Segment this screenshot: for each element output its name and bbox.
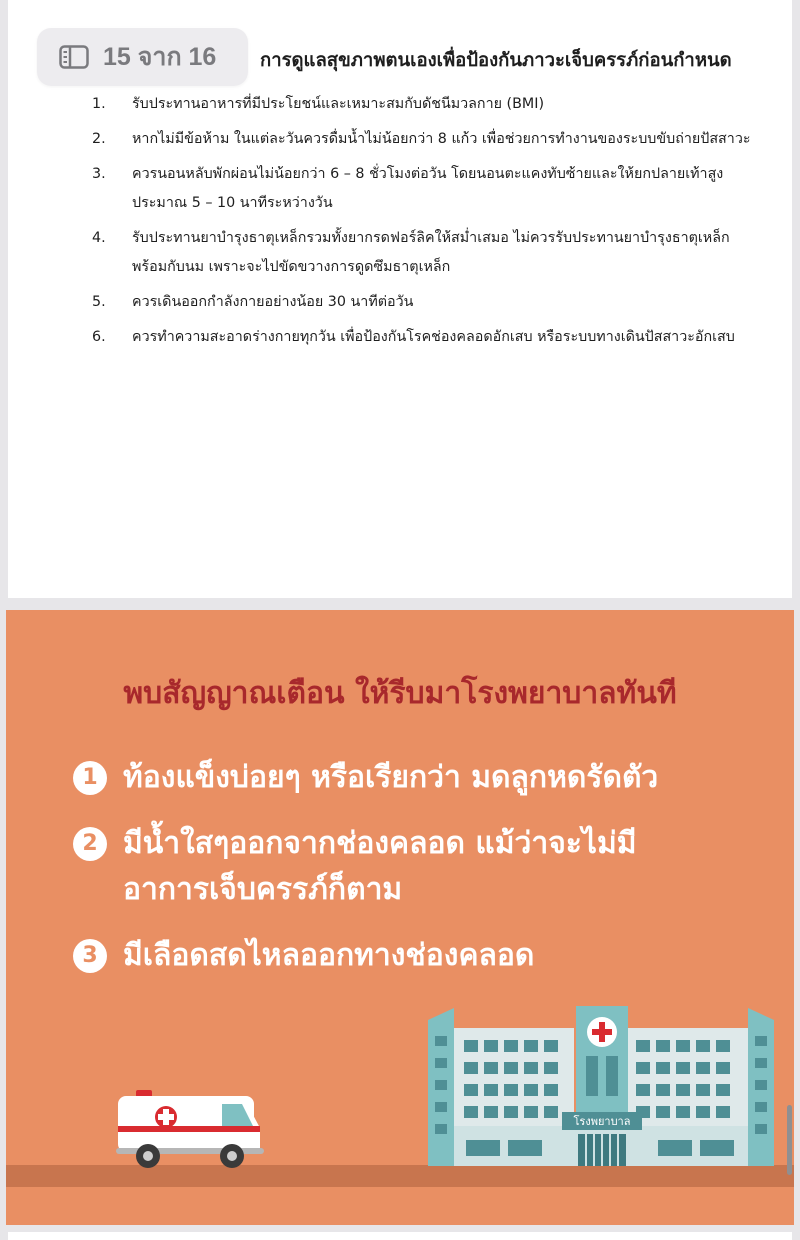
tips-list [92,90,752,358]
list-number: 1. [92,96,106,112]
list-number: 4. [92,230,106,246]
list-number: 6. [92,329,106,345]
warning-text: มีเลือดสดไหลออกทางช่องคลอด [123,938,535,973]
document-page-15 [8,0,792,598]
list-item [92,160,752,218]
list-text: หากไม่มีข้อห้าม ในแต่ละวันควรดื่มน้ำไม่น้อยกว่า 8 แก้ว เพื่อช่วยการทำงานของระบบขับถ่ายปัสสาวะ [132,131,751,147]
list-number: 3. [92,166,106,182]
list-item [92,288,752,317]
hospital-illustration [426,1006,776,1170]
scrollbar-thumb[interactable] [787,1105,792,1175]
list-number: 2. [92,131,106,147]
next-page-edge [8,1232,792,1240]
warning-text: มีน้ำใสๆออกจากช่องคลอด แม้ว่าจะไม่มีอาการเจ็บครรภ์ก็ตาม [123,826,637,907]
number-badge: 1 [73,761,107,795]
ambulance-illustration [114,1088,266,1176]
list-text: รับประทานยาบำรุงธาตุเหล็กรวมทั้งยากรดฟอร์ลิคให้สม่ำเสมอ ไม่ควรรับประทานยาบำรุงธาตุเหล็กพร้อมกับนม เพราะจะไปขัดขวางการดูดซึมธาตุเหล็ก [132,230,730,275]
list-text: ควรทำความสะอาดร่างกายทุกวัน เพื่อป้องกันโรคช่องคลอดอักเสบ หรือระบบทางเดินปัสสาวะอักเสบ [132,329,735,345]
number-badge: 3 [73,939,107,973]
page-title: การดูแลสุขภาพตนเองเพื่อป้องกันภาวะเจ็บครรภ์ก่อนกำหนด [260,50,732,71]
hospital-sign: โรงพยาบาล [573,1115,631,1128]
warning-item [73,933,773,979]
sidebar-toggle-icon[interactable] [59,45,89,69]
list-item [92,90,752,119]
warning-list [73,755,773,999]
list-item [92,125,752,154]
list-number: 5. [92,294,106,310]
warning-item [73,755,773,801]
list-text: ควรนอนหลับพักผ่อนไม่น้อยกว่า 6 – 8 ชั่วโมงต่อวัน โดยนอนตะแคงทับซ้ายและให้ยกปลายเท้าสูงประมาณ 5 – 10 นาทีระหว่างวัน [132,166,724,211]
page-indicator[interactable] [37,28,248,86]
list-item [92,224,752,282]
warning-item [73,821,773,913]
list-text: รับประทานอาหารที่มีประโยชน์และเหมาะสมกับดัชนีมวลกาย (BMI) [132,96,545,112]
list-text: ควรเดินออกกำลังกายอย่างน้อย 30 นาทีต่อวัน [132,294,414,310]
page-indicator-label: 15 จาก 16 [103,43,217,71]
document-page-16 [6,610,794,1225]
warning-title: พบสัญญาณเตือน ให้รีบมาโรงพยาบาลทันที [123,676,677,711]
list-item [92,323,752,352]
number-badge: 2 [73,827,107,861]
warning-text: ท้องแข็งบ่อยๆ หรือเรียกว่า มดลูกหดรัดตัว [123,760,659,795]
